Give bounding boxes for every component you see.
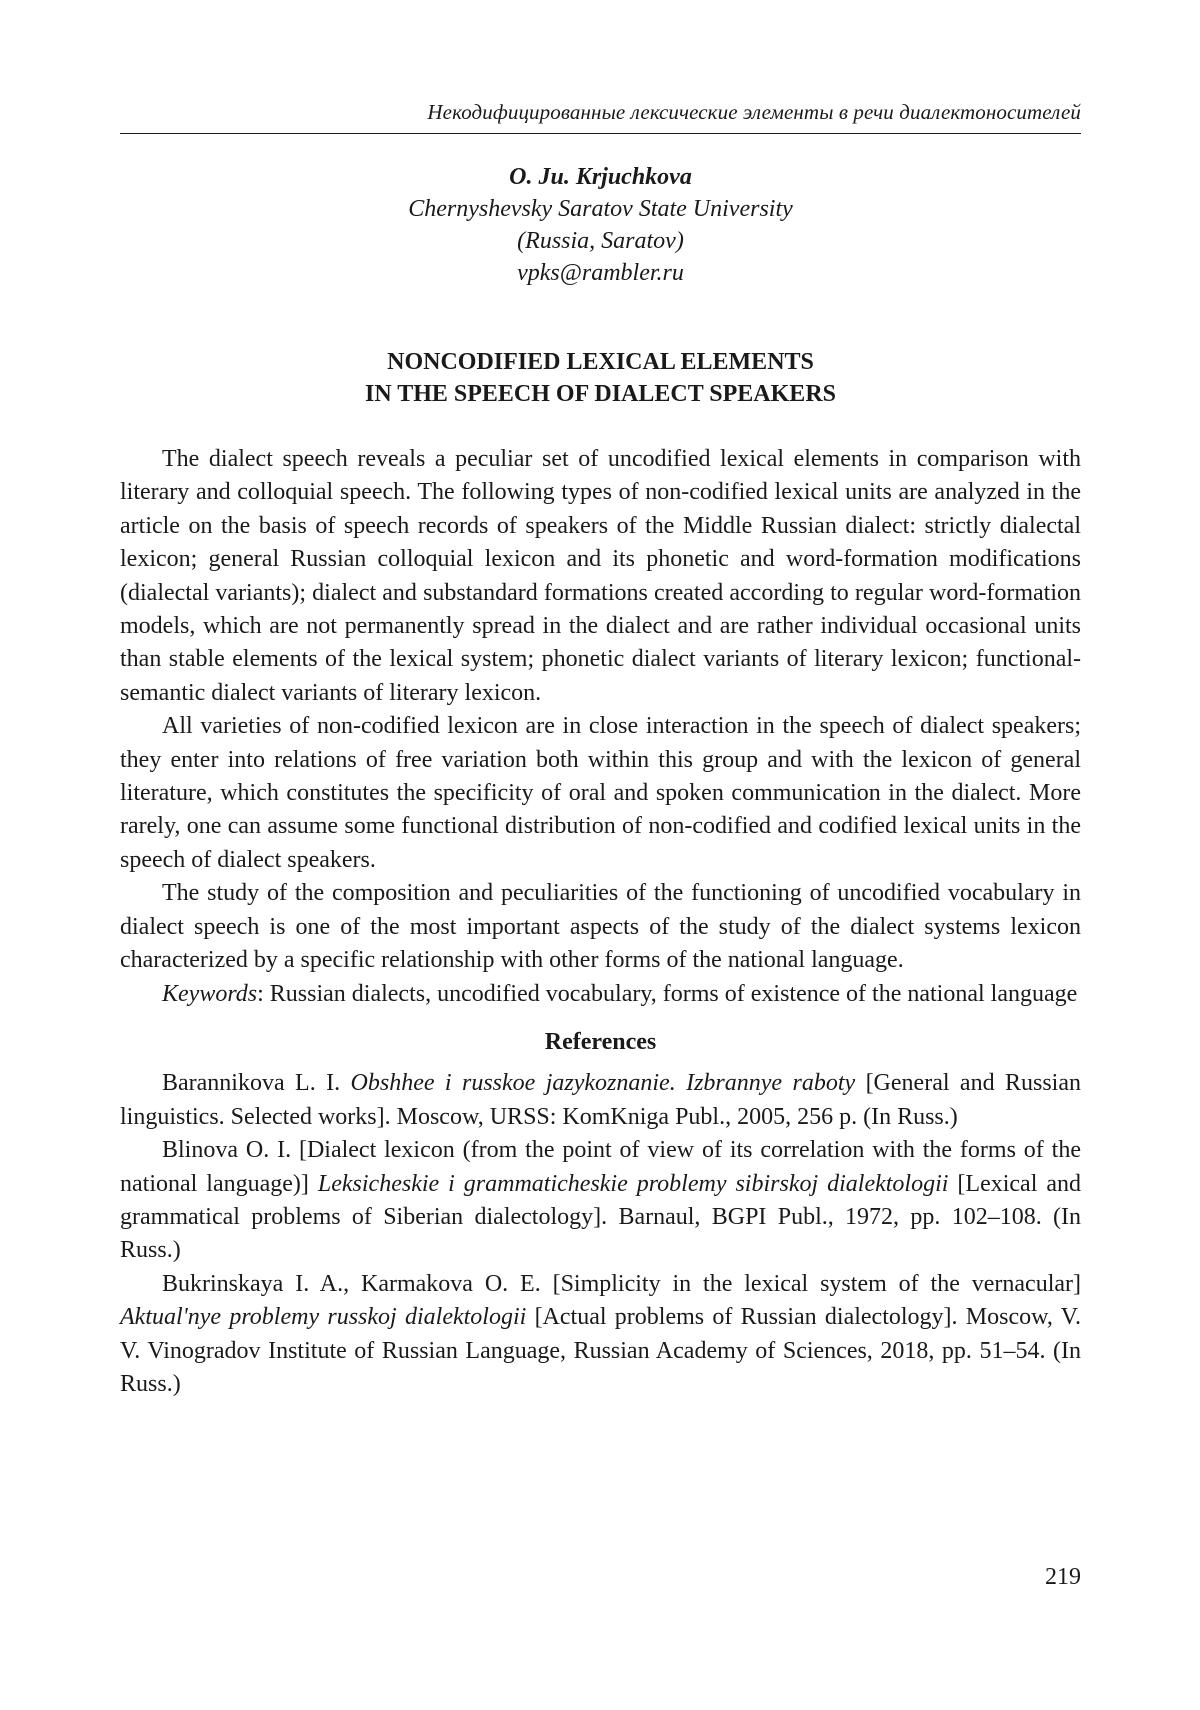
title-line-2: IN THE SPEECH OF DIALECT SPEAKERS <box>364 381 836 407</box>
keywords-label: Keywords <box>162 980 258 1007</box>
page <box>120 0 1081 1710</box>
reference-text: Barannikova L. I. <box>162 1070 351 1097</box>
abstract-paragraph-2: All varieties of non-codified lexicon are in close interaction in the speech of dialect speakers; they enter into relations of free variation both within this group and with the lexicon of general literature, which constitutes the specificity of oral and spoken communication in the dialect. More rarely, one can assume some functional distribution of non-codified and codified lexical units in the speech of dialect speakers. <box>120 713 1081 873</box>
reference-text: [General and Russian linguistics. Selected works]. Moscow, URSS: KomKniga Publ., 2005, 256 p. (In Russ.) <box>120 1070 1081 1130</box>
abstract-paragraph-1: The dialect speech reveals a peculiar set of uncodified lexical elements in comparison with literary and colloquial speech. The following types of non-codified lexical units are analyzed in the article on the basis of speech records of speakers of the Middle Russian dialect: strictly dialectal lexicon; general Russian colloquial lexicon and its phonetic and word-formation modifications (dialectal variants); dialect and substandard formations created according to regular word-formation models, which are not permanently spread in the dialect and are rather individual occasional units than stable elements of the lexical system; phonetic dialect variants of literary lexicon; functional-semantic dialect variants of literary lexicon. <box>120 446 1081 706</box>
running-head: Некодифицированные лексические элементы в речи диалектоносителей <box>427 100 1081 124</box>
keywords-text: : Russian dialects, uncodified vocabulary, forms of existence of the national language <box>257 980 1078 1007</box>
reference-item <box>120 1067 1081 1134</box>
title-line-1: NONCODIFIED LEXICAL ELEMENTS <box>387 349 814 375</box>
reference-text: [Actual problems of Russian dialectology]. Moscow, V. V. Vinogradov Institute of Russian Language, Russian Academy of Sciences, 2018, pp. 51–54. (In Russ.) <box>120 1304 1081 1397</box>
reference-title: Leksicheskie i grammaticheskie problemy sibirskoj dialektologii <box>317 1170 949 1197</box>
reference-title: Obshhee i russkoe jazykoznanie. Izbrannye raboty <box>350 1070 856 1097</box>
article-body <box>120 443 1081 1401</box>
article-title <box>120 346 1081 410</box>
author-name: O. Ju. Krjuchkova <box>509 164 692 190</box>
reference-item <box>120 1268 1081 1402</box>
reference-text: Bukrinskaya I. A., Karmakova O. E. [Simplicity in the lexical system of the vernacular] <box>162 1270 1081 1297</box>
reference-item <box>120 1134 1081 1268</box>
reference-text: Blinova O. I. [Dialect lexicon (from the point of view of its correlation with the forms of the national language)] <box>120 1137 1081 1197</box>
author-affiliation: Chernyshevsky Saratov State University <box>408 196 793 222</box>
header-rule <box>120 133 1081 134</box>
keywords-paragraph <box>120 978 1081 1011</box>
abstract-paragraph-3: The study of the composition and peculiarities of the functioning of uncodified vocabulary in dialect speech is one of the most important aspects of the study of the dialect systems lexicon characterized by a specific relationship with other forms of the national language. <box>120 880 1081 974</box>
author-email: vpks@rambler.ru <box>517 260 684 286</box>
reference-text: [Lexical and grammatical problems of Siberian dialectology]. Barnaul, BGPI Publ., 1972, pp. 102–108. (In Russ.) <box>120 1170 1081 1264</box>
reference-title: Aktual'nye problemy russkoj dialektologii <box>120 1304 527 1331</box>
references-heading: References <box>544 1028 657 1055</box>
page-number: 219 <box>1045 1564 1081 1590</box>
author-block <box>120 161 1081 289</box>
author-location: (Russia, Saratov) <box>517 228 684 254</box>
